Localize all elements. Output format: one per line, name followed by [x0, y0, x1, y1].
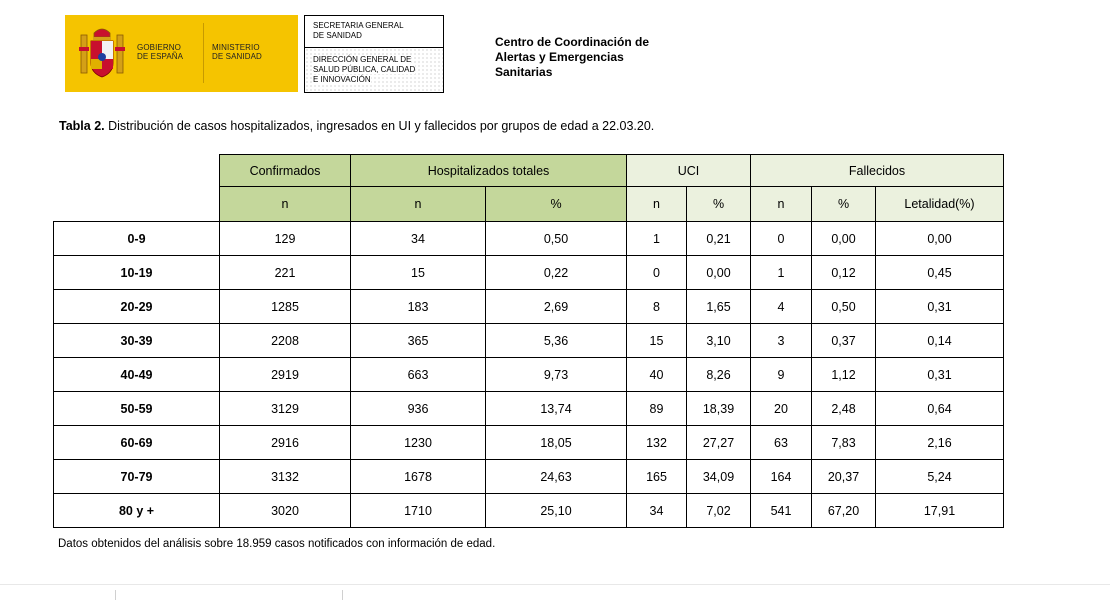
- cell-hospitalizados-pct: 2,69: [486, 290, 627, 324]
- cell-age-group: 50-59: [54, 392, 220, 426]
- centro-coordinacion-title: Centro de Coordinación de Alertas y Emergencias Sanitarias: [495, 35, 650, 79]
- cell-uci-pct: 34,09: [687, 460, 751, 494]
- subheader-letalidad: Letalidad(%): [876, 187, 1004, 222]
- cell-letalidad: 0,31: [876, 358, 1004, 392]
- cell-confirmados-n: 2208: [220, 324, 351, 358]
- cell-uci-n: 40: [627, 358, 687, 392]
- cell-fallecidos-pct: 1,12: [812, 358, 876, 392]
- subheader-confirmados-n: n: [220, 187, 351, 222]
- table-row: [54, 290, 1004, 324]
- subheader-hospitalizados-pct: %: [486, 187, 627, 222]
- cell-fallecidos-n: 0: [751, 222, 812, 256]
- cell-hospitalizados-n: 1230: [351, 426, 486, 460]
- cell-uci-n: 8: [627, 290, 687, 324]
- cell-hospitalizados-pct: 9,73: [486, 358, 627, 392]
- cell-uci-pct: 3,10: [687, 324, 751, 358]
- cell-age-group: 0-9: [54, 222, 220, 256]
- cell-fallecidos-n: 20: [751, 392, 812, 426]
- cell-letalidad: 5,24: [876, 460, 1004, 494]
- cell-fallecidos-n: 1: [751, 256, 812, 290]
- cell-confirmados-n: 129: [220, 222, 351, 256]
- page-bottom-tick: [342, 590, 343, 600]
- cell-fallecidos-n: 541: [751, 494, 812, 528]
- cell-confirmados-n: 2916: [220, 426, 351, 460]
- header-fallecidos: Fallecidos: [751, 155, 1004, 187]
- cell-uci-pct: 1,65: [687, 290, 751, 324]
- cell-hospitalizados-n: 34: [351, 222, 486, 256]
- secretaria-general-text: SECRETARIA GENERAL DE SANIDAD: [305, 16, 443, 48]
- cell-age-group: 60-69: [54, 426, 220, 460]
- cell-uci-n: 132: [627, 426, 687, 460]
- table-body: [54, 222, 1004, 528]
- gobierno-logo-block: [65, 15, 298, 92]
- subheader-fallecidos-n: n: [751, 187, 812, 222]
- cell-confirmados-n: 3129: [220, 392, 351, 426]
- table-footnote: Datos obtenidos del análisis sobre 18.959 casos notificados con información de edad.: [58, 538, 496, 550]
- cell-hospitalizados-pct: 13,74: [486, 392, 627, 426]
- cell-uci-n: 0: [627, 256, 687, 290]
- cell-fallecidos-pct: 0,37: [812, 324, 876, 358]
- cell-uci-n: 15: [627, 324, 687, 358]
- header-confirmados: Confirmados: [220, 155, 351, 187]
- cell-letalidad: 0,31: [876, 290, 1004, 324]
- cell-fallecidos-n: 9: [751, 358, 812, 392]
- age-distribution-table: [53, 154, 1004, 528]
- table-corner: [54, 155, 220, 222]
- header-hospitalizados: Hospitalizados totales: [351, 155, 627, 187]
- cell-hospitalizados-n: 15: [351, 256, 486, 290]
- table-row: [54, 392, 1004, 426]
- cell-hospitalizados-n: 936: [351, 392, 486, 426]
- gobierno-de-espana-text: GOBIERNO DE ESPAÑA: [137, 43, 184, 61]
- table-row: [54, 222, 1004, 256]
- cell-confirmados-n: 221: [220, 256, 351, 290]
- cell-confirmados-n: 2919: [220, 358, 351, 392]
- logo-divider: [203, 23, 204, 83]
- cell-hospitalizados-n: 1678: [351, 460, 486, 494]
- cell-age-group: 30-39: [54, 324, 220, 358]
- cell-fallecidos-pct: 0,12: [812, 256, 876, 290]
- cell-fallecidos-pct: 67,20: [812, 494, 876, 528]
- cell-hospitalizados-pct: 25,10: [486, 494, 627, 528]
- cell-fallecidos-pct: 0,00: [812, 222, 876, 256]
- page-bottom-tick: [115, 590, 116, 600]
- secretaria-box: [304, 15, 444, 93]
- cell-uci-n: 34: [627, 494, 687, 528]
- cell-uci-n: 1: [627, 222, 687, 256]
- cell-letalidad: 0,00: [876, 222, 1004, 256]
- subheader-hospitalizados-n: n: [351, 187, 486, 222]
- cell-uci-pct: 7,02: [687, 494, 751, 528]
- cell-letalidad: 17,91: [876, 494, 1004, 528]
- direccion-general-text: DIRECCIÓN GENERAL DE SALUD PÚBLICA, CALIDAD E INNOVACIÓN: [305, 48, 443, 92]
- cell-hospitalizados-n: 183: [351, 290, 486, 324]
- cell-uci-pct: 27,27: [687, 426, 751, 460]
- cell-confirmados-n: 3132: [220, 460, 351, 494]
- cell-fallecidos-pct: 20,37: [812, 460, 876, 494]
- cell-uci-pct: 8,26: [687, 358, 751, 392]
- cell-fallecidos-pct: 7,83: [812, 426, 876, 460]
- cell-uci-pct: 0,00: [687, 256, 751, 290]
- table-row: [54, 324, 1004, 358]
- cell-hospitalizados-pct: 5,36: [486, 324, 627, 358]
- cell-fallecidos-n: 63: [751, 426, 812, 460]
- subheader-uci-pct: %: [687, 187, 751, 222]
- cell-fallecidos-n: 4: [751, 290, 812, 324]
- cell-hospitalizados-n: 663: [351, 358, 486, 392]
- subheader-uci-n: n: [627, 187, 687, 222]
- cell-confirmados-n: 1285: [220, 290, 351, 324]
- cell-letalidad: 2,16: [876, 426, 1004, 460]
- cell-letalidad: 0,64: [876, 392, 1004, 426]
- cell-fallecidos-n: 164: [751, 460, 812, 494]
- table-caption-label: Tabla 2.: [59, 119, 105, 133]
- cell-letalidad: 0,14: [876, 324, 1004, 358]
- table-row: [54, 358, 1004, 392]
- cell-uci-pct: 18,39: [687, 392, 751, 426]
- subheader-fallecidos-pct: %: [812, 187, 876, 222]
- cell-letalidad: 0,45: [876, 256, 1004, 290]
- cell-fallecidos-pct: 2,48: [812, 392, 876, 426]
- cell-hospitalizados-pct: 0,22: [486, 256, 627, 290]
- cell-age-group: 40-49: [54, 358, 220, 392]
- cell-hospitalizados-pct: 18,05: [486, 426, 627, 460]
- table-row: [54, 494, 1004, 528]
- cell-uci-n: 89: [627, 392, 687, 426]
- cell-uci-n: 165: [627, 460, 687, 494]
- cell-fallecidos-n: 3: [751, 324, 812, 358]
- table-row: [54, 256, 1004, 290]
- ministerio-de-sanidad-text: MINISTERIO DE SANIDAD: [212, 43, 262, 61]
- table-caption-text: Distribución de casos hospitalizados, ingresados en UI y fallecidos por grupos de edad a 22.03.20.: [104, 119, 655, 133]
- cell-hospitalizados-n: 1710: [351, 494, 486, 528]
- header-uci: UCI: [627, 155, 751, 187]
- cell-age-group: 80 y +: [54, 494, 220, 528]
- cell-age-group: 20-29: [54, 290, 220, 324]
- table-row: [54, 426, 1004, 460]
- table-row: [54, 460, 1004, 494]
- cell-confirmados-n: 3020: [220, 494, 351, 528]
- cell-hospitalizados-pct: 0,50: [486, 222, 627, 256]
- cell-hospitalizados-pct: 24,63: [486, 460, 627, 494]
- table-caption: [59, 119, 654, 133]
- cell-uci-pct: 0,21: [687, 222, 751, 256]
- cell-hospitalizados-n: 365: [351, 324, 486, 358]
- cell-age-group: 70-79: [54, 460, 220, 494]
- page-bottom-rule: [0, 584, 1110, 585]
- cell-fallecidos-pct: 0,50: [812, 290, 876, 324]
- coat-of-arms-icon: [77, 25, 127, 83]
- cell-age-group: 10-19: [54, 256, 220, 290]
